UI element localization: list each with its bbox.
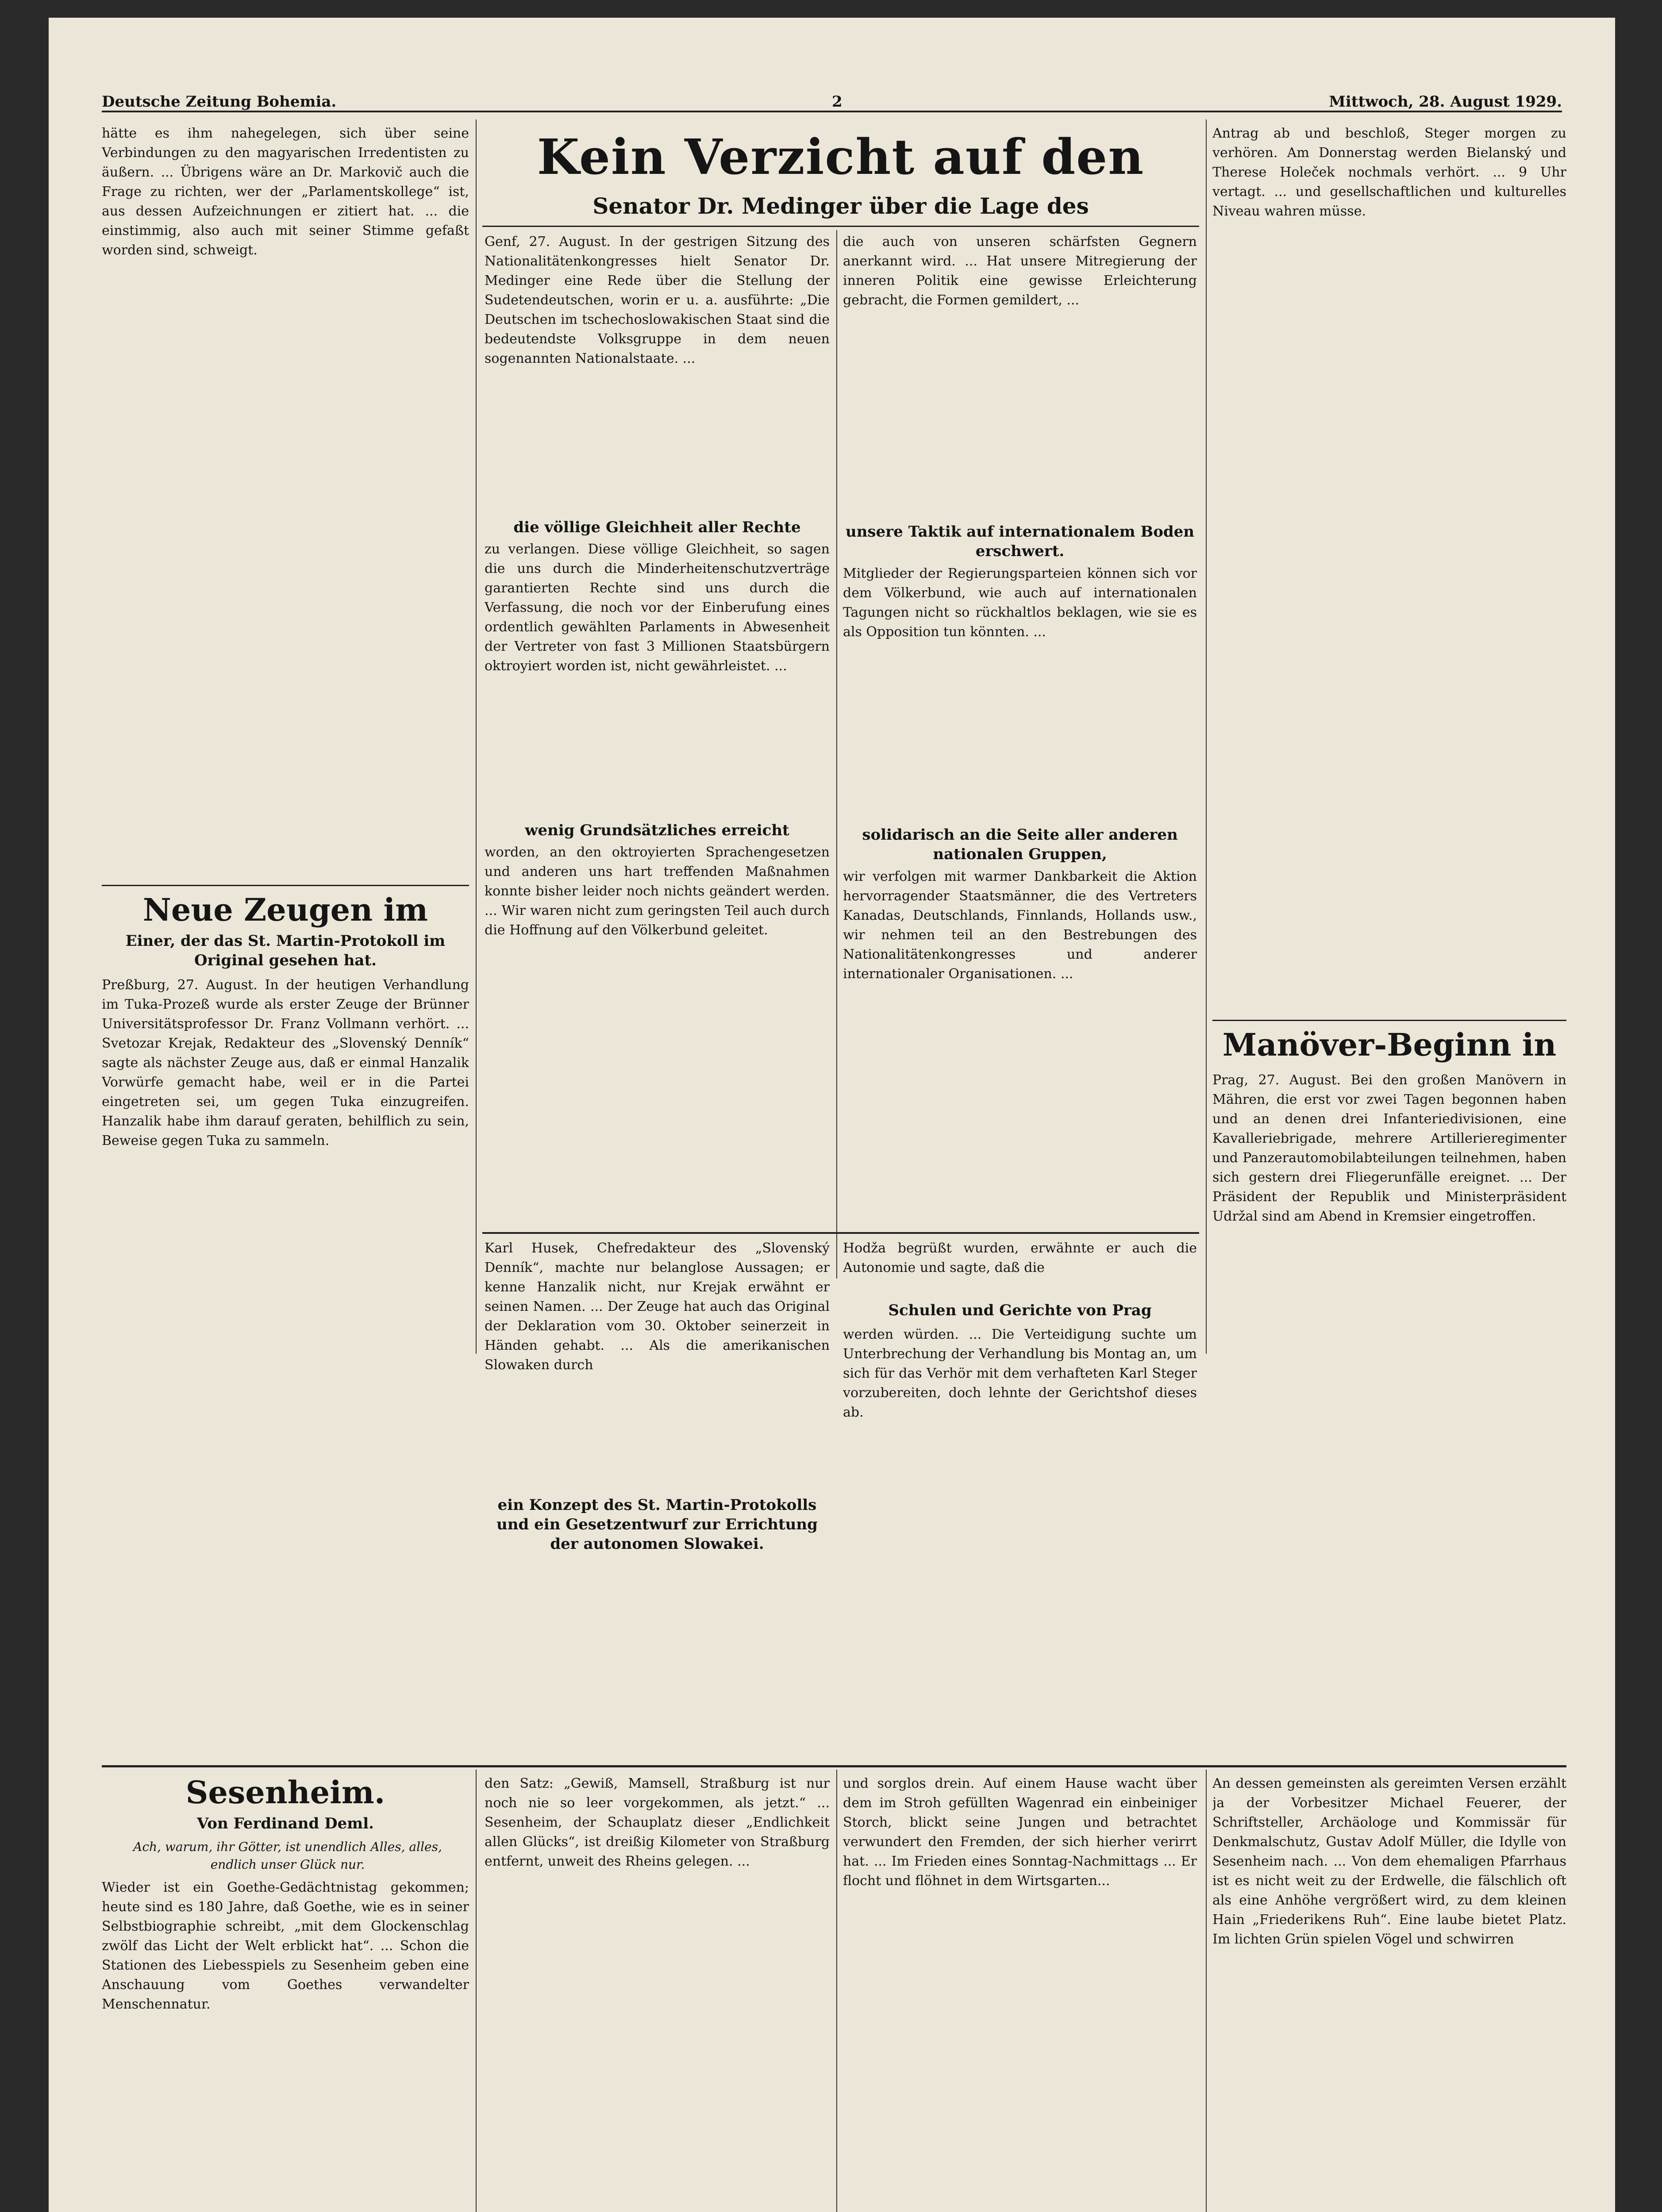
article-text: die auch von unseren schärfsten Gegnern anerkannt wird. ... Hat unsere Mitregierung der inneren Politik eine gewisse Erleichterung gebracht, die Formen gemildert, ... — [843, 234, 1197, 308]
article-text: Genf, 27. August. In der gestrigen Sitzung des Nationalitätenkongresses hielt Senator Dr. Medinger eine Rede über die Stellung der Sudetendeutschen, worin er u. a. ausführte: „Die Deutschen im tschechoslowakischen Staat sind die bedeutendste Volksgruppe in dem neuen sogenannten Nationalstaate. ... — [485, 234, 830, 366]
main-subtitle: Senator Dr. Medinger über die Lage des — [592, 193, 1089, 219]
subheading: wenig Grundsätzliches erreicht — [525, 822, 789, 839]
divider — [482, 226, 1199, 227]
article-text: hätte es ihm nahegelegen, sich über seine Verbindungen zu den magyarischen Irredentisten zu äußern. ... Übrigens wäre an Dr. Markovič auch die Frage zu richten, wer der „Parlamentskollege“ ist, aus dessen Aufzeichnungen er zitiert hat. ... die einstimmig, also auch mit seiner Stimme gefaßt worden sind, schweigt. — [102, 126, 469, 258]
column-rule — [1206, 119, 1207, 1354]
article-text: worden, an den oktroyierten Sprachengesetzen und anderen uns hart treffenden Maßnahmen konnte bisher leider noch nichts geändert werden. ... Wir waren nicht zum geringsten Teil auch durch die Hoffnung auf den Völkerbund geleitet. — [485, 845, 830, 938]
motto: Ach, warum, ihr Götter, ist unendlich Alles, alles, endlich unser Glück nur. — [133, 1839, 442, 1872]
subheading: Schulen und Gerichte von Prag — [888, 1302, 1152, 1319]
divider — [102, 1765, 1566, 1767]
column-rule — [1206, 1770, 1207, 2212]
page-number: 2 — [832, 93, 843, 111]
subheading: die völlige Gleichheit aller Rechte — [513, 518, 801, 536]
author: Von Ferdinand Deml. — [197, 1815, 374, 1832]
header-left: Deutsche Zeitung Bohemia. — [102, 93, 337, 111]
article-text: Wieder ist ein Goethe-Gedächtnistag gekommen; heute sind es 180 Jahre, daß Goethe, wie es in seiner Selbstbiographie schreibt, „mit dem Glockenschlag zwölf das Licht der Welt erblickt hat“. ... Schon die Stationen des Liebesspiels zu Sesenheim geben eine Anschauung vom Goethes verwandelter Menschennatur. — [102, 1880, 469, 2012]
header-right: Mittwoch, 28. August 1929. — [1329, 93, 1562, 111]
column-rule — [476, 119, 477, 1354]
page-header — [102, 93, 1562, 112]
article-text: wir verfolgen mit warmer Dankbarkeit die Aktion hervorragender Staatsmänner, die des Vertreters Kanadas, Deutschlands, Finnlands, Hollands usw., wir nehmen teil an den Bestrebungen des Nationalitätenkongresses und anderer internationaler Organisationen. ... — [843, 869, 1197, 982]
article-text: Prag, 27. August. Bei den großen Manövern in Mähren, die erst vor zwei Tagen begonnen haben und an denen drei Infanteriedivisionen, eine Kavalleriebrigade, mehrere Artillerieregimenter und Panzerautomobilabteilungen teilnehmen, haben sich gestern drei Fliegerunfälle ereignet. ... Der Präsident der Republik und Ministerpräsident Udržal sind am Abend in Kremsier eingetroffen. — [1212, 1072, 1566, 1224]
article-text: Karl Husek, Chefredakteur des „Slovenský Denník“, machte nur belanglose Aussagen; er kenne Hanzalik nicht, nur Krejak erwähnt er seinen Namen. ... Der Zeuge hat auch das Original der Deklaration vom 30. Oktober seinerzeit in Händen gehabt. ... Als die amerikanischen Slowaken durch — [485, 1240, 830, 1373]
article-text: werden würden. ... Die Verteidigung suchte um Unterbrechung der Verhandlung bis Montag an, um sich für das Verhör mit dem verhafteten Karl Steger vorzubereiten, doch lehnte der Gerichtshof dieses ab. — [843, 1327, 1197, 1420]
section-title: Neue Zeugen im — [142, 891, 428, 928]
article-text: An dessen gemeinsten als gereimten Versen erzählt ja der Vorbesitzer Michael Feuerer, der Schriftsteller, Archäologe und Kommissär für Denkmalschutz, Gustav Adolf Müller, die Idylle von Sesenheim nach. ... Von dem ehemaligen Pfarrhaus ist es nicht weit zu der Erdwelle, die fälschlich oft als eine Anhöhe vergrößert wird, zu dem kleinen Hain „Friederikens Ruh“. Eine laube bietet Platz. Im lichten Grün spielen Vögel und schwirren — [1212, 1776, 1566, 1947]
section-title: Manöver-Beginn in — [1222, 1026, 1557, 1063]
subheading: unsere Taktik auf internationalem Boden erschwert. — [845, 523, 1195, 560]
article-text: Mitglieder der Regierungsparteien können sich vor dem Völkerbund, wie auch auf internationalen Tagungen nicht so rückhaltlos beklagen, wie sie es als Opposition tun könnten. ... — [843, 566, 1197, 640]
feuilleton-title: Sesenheim. — [185, 1774, 385, 1811]
newspaper-page — [49, 18, 1615, 2212]
main-headline: Kein Verzicht auf den — [537, 128, 1145, 185]
article-text: Preßburg, 27. August. In der heutigen Verhandlung im Tuka-Prozeß wurde als erster Zeuge der Brünner Universitätsprofessor Dr. Franz Vollmann verhört. ... Svetozar Krejak, Redakteur des „Slovenský Denník“ sagte als nächster Zeuge aus, daß er einmal Hanzalik Vorwürfe gemacht habe, weil er in die Partei eingetreten sei, um gegen Tuka einzugreifen. Hanzalik habe ihm darauf geraten, behilflich zu sein, Beweise gegen Tuka zu sammeln. — [102, 977, 469, 1148]
column-rule — [836, 230, 837, 1279]
article-text: Hodža begrüßt wurden, erwähnte er auch die Autonomie und sagte, daß die — [843, 1240, 1197, 1275]
section-subtitle: Einer, der das St. Martin-Protokoll im Original gesehen hat. — [125, 932, 446, 969]
column-rule — [476, 1770, 477, 2212]
divider — [102, 885, 469, 886]
subheading: ein Konzept des St. Martin-Protokolls und ein Gesetzentwurf zur Errichtung der autonomen Slowakei. — [491, 1495, 823, 1562]
article-text: Antrag ab und beschloß, Steger morgen zu verhören. Am Donnerstag werden Bielanský und Therese Holeček nochmals verhört. ... 9 Uhr vertagt. ... und gesellschaftlichen und kulturelles Niveau wahren müsse. — [1212, 126, 1566, 219]
subheading: solidarisch an die Seite aller anderen nationalen Gruppen, — [862, 826, 1178, 863]
column-rule — [836, 1770, 837, 2212]
article-text: den Satz: „Gewiß, Mamsell, Straßburg ist nur noch nie so leer vorgekommen, als jetzt.“ ... Sesenheim, der Schauplatz dieser „Endlichkeit allen Glücks“, ist dreißig Kilometer von Straßburg entfernt, unweit des Rheins gelegen. ... — [485, 1776, 830, 1869]
divider — [1212, 1020, 1566, 1021]
article-text: zu verlangen. Diese völlige Gleichheit, so sagen die uns durch die Minderheitenschutzverträge garantierten Rechte sind uns durch die Verfassung, die noch vor der Einberufung eines ordentlich gewählten Parlaments in Abwesenheit der Vertreter von fast 3 Millionen Staatsbürgern oktroyiert worden ist, nicht gewährleistet. ... — [485, 541, 830, 674]
article-text: und sorglos drein. Auf einem Hause wacht über dem im Stroh gefüllten Wagenrad ein einbeiniger Storch, blickt seine Jungen und betrachtet verwundert den Fremden, der sich hierher verirrt hat. ... Im Frieden eines Sonntag-Nachmittags ... Er flocht und flöhnet in dem Wirtsgarten... — [843, 1776, 1197, 1889]
divider — [482, 1232, 1199, 1234]
